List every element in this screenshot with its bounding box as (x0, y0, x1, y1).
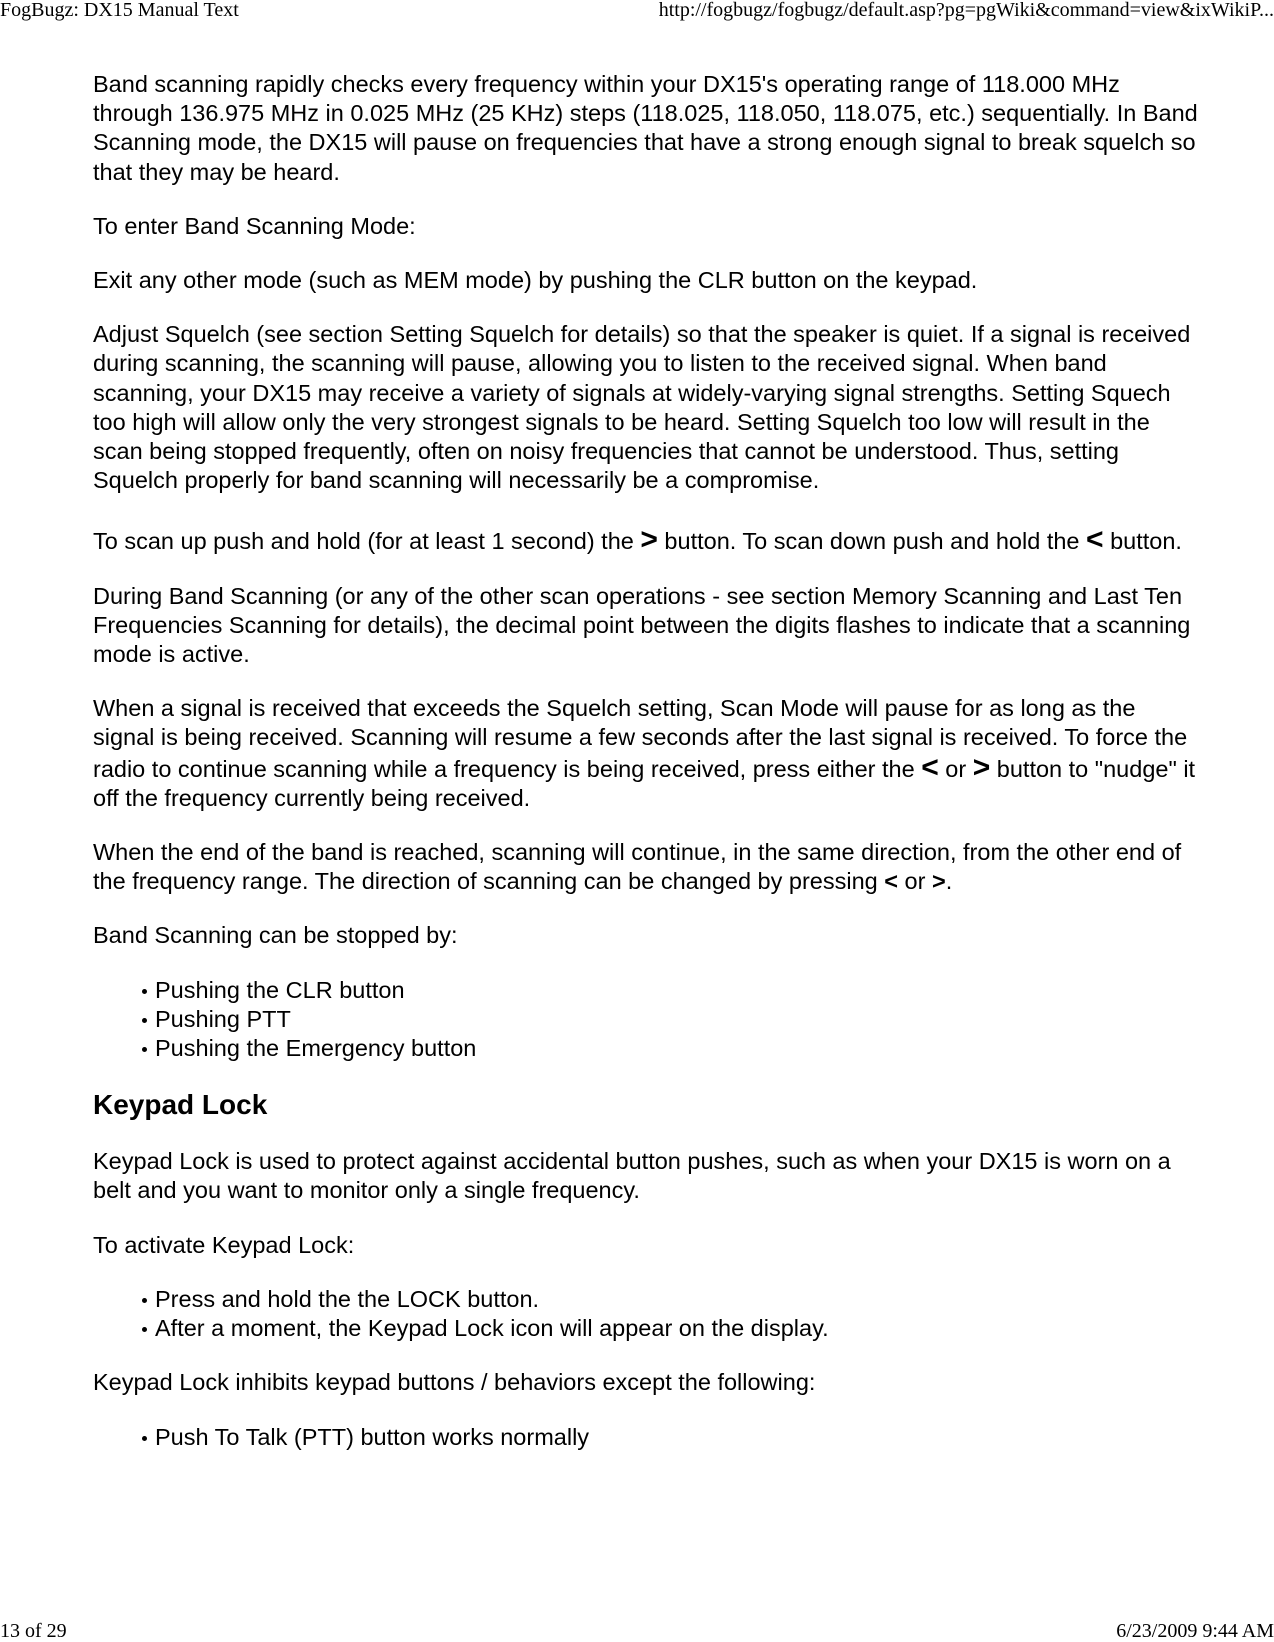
scan-up-symbol: > (640, 523, 658, 557)
activate-keypad-lock: To activate Keypad Lock: (93, 1231, 355, 1258)
document-body (93, 70, 1203, 1477)
band-end (93, 838, 1203, 896)
scan-indicator: During Band Scanning (or any of the other scan operations - see section Memory Scanning and Last Ten Frequencies Scanning for details), the decimal point between the digits flashes to indicate that a scanning mode is active. (93, 582, 1191, 668)
band-scanning-intro: Band scanning rapidly checks every frequency within your DX15's operating range of 118.000 MHz through 136.975 MHz in 0.025 MHz (25 KHz) steps (118.025, 118.050, 118.075, etc.) sequentially. In Band Scanning mode, the DX15 will pause on frequencies that have a strong enough signal to break squelch so that they may be heard. (93, 71, 1198, 185)
list-item: Push To Talk (PTT) button works normally (155, 1423, 1203, 1452)
stop-scanning-list (93, 976, 1203, 1064)
keypad-lock-intro: Keypad Lock is used to protect against accidental button pushes, such as when your DX15 is worn on a belt and you want to monitor only a single frequency. (93, 1148, 1171, 1204)
enter-band-scanning: To enter Band Scanning Mode: (93, 212, 416, 239)
nudge-up-symbol: > (972, 750, 991, 784)
stop-scanning-intro: Band Scanning can be stopped by: (93, 922, 458, 949)
list-item: Pushing PTT (155, 1005, 1203, 1034)
nudge-down-symbol: < (921, 750, 939, 784)
signal-received-text-c: button to "nudge" it off the frequency currently being received. (93, 755, 1196, 811)
keypad-lock-exceptions-list (93, 1423, 1203, 1452)
band-end-text-c: . (945, 868, 953, 895)
band-end-text-a: When the end of the band is reached, scanning will continue, in the same direction, from the other end of the frequency range. The direction of scanning can be changed by pressing (93, 839, 1182, 895)
keypad-lock-exceptions: Keypad Lock inhibits keypad buttons / behaviors except the following: (93, 1369, 816, 1396)
header-url: http://fogbugz/fogbugz/default.asp?pg=pgWiki&command=view&ixWikiP... (658, 0, 1274, 21)
signal-received-text-a: When a signal is received that exceeds the Squelch setting, Scan Mode will pause for as long as the signal is being received. Scanning will resume a few seconds after the last signal is received. To force the radio to continue scanning while a frequency is being received, press either the (93, 695, 1188, 782)
keypad-lock-heading: Keypad Lock (93, 1089, 268, 1121)
adjust-squelch: Adjust Squelch (see section Setting Squelch for details) so that the speaker is quiet. If a signal is received during scanning, the scanning will pause, allowing you to listen to the received signal. When band scanning, your DX15 may receive a variety of signals at widely-varying signal strengths. Setting Squech too high will allow only the very strongest signals to be heard. Setting Squelch too low will result in the scan being stopped frequently, often on noisy frequencies that cannot be understood. Thus, setting Squelch properly for band scanning will necessarily be a compromise. (93, 321, 1191, 494)
direction-up-symbol: > (931, 868, 946, 895)
list-item: Pushing the CLR button (155, 976, 1203, 1005)
header-title: FogBugz: DX15 Manual Text (0, 0, 239, 21)
signal-received (93, 694, 1203, 813)
scan-direction-text-c: button. (1103, 528, 1182, 555)
scan-direction (93, 525, 1203, 556)
list-item: Press and hold the the LOCK button. (155, 1285, 1203, 1314)
band-end-text-b: or (898, 868, 932, 895)
activate-keypad-lock-list (93, 1285, 1203, 1343)
scan-down-symbol: < (1086, 523, 1104, 557)
scan-direction-text-b: button. To scan down push and hold the (657, 528, 1087, 555)
direction-down-symbol: < (884, 868, 898, 895)
signal-received-text-b: or (938, 755, 973, 782)
list-item: Pushing the Emergency button (155, 1034, 1203, 1063)
footer-datetime: 6/23/2009 9:44 AM (1116, 1620, 1274, 1642)
exit-other-mode: Exit any other mode (such as MEM mode) by pushing the CLR button on the keypad. (93, 267, 978, 294)
scan-direction-text-a: To scan up push and hold (for at least 1 second) the (93, 528, 641, 555)
footer-page-number: 13 of 29 (0, 1620, 67, 1642)
list-item: After a moment, the Keypad Lock icon will appear on the display. (155, 1314, 1203, 1343)
